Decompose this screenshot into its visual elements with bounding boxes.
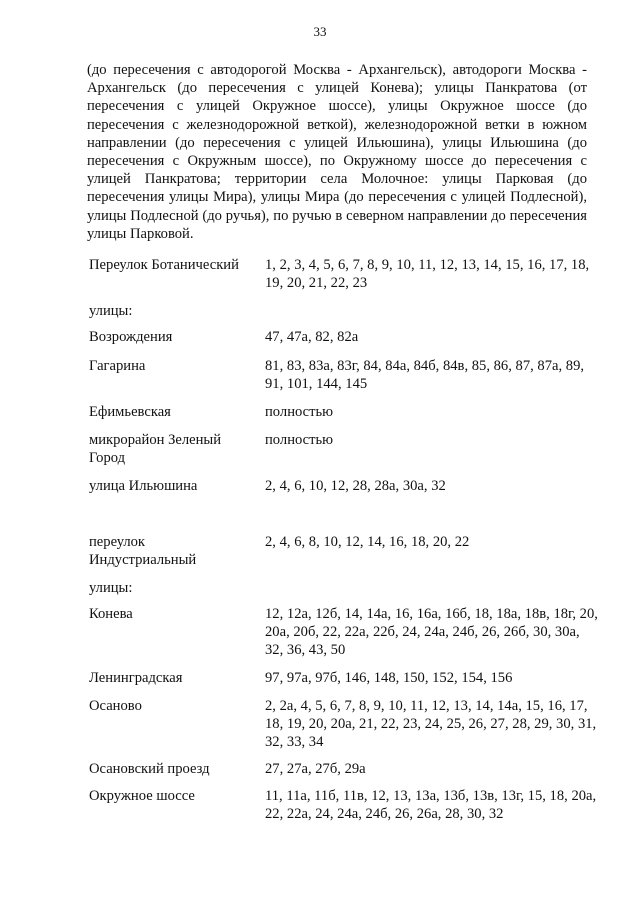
street-label: переулок Индустриальный — [89, 534, 197, 569]
street-label: Окружное шоссе — [89, 788, 195, 804]
street-label: Возрождения — [89, 329, 173, 345]
house-numbers: 81, 83, 83а, 83г, 84, 84а, 84б, 84в, 85, 86, 87, 87а, 89, 91, 101, 144, 145 — [265, 358, 585, 393]
house-numbers: полностью — [265, 432, 334, 448]
house-numbers: 47, 47а, 82, 82а — [265, 329, 359, 345]
house-numbers: 11, 11а, 11б, 11в, 12, 13, 13а, 13б, 13в, 13г, 15, 18, 20а, 22, 22а, 24, 24а, 24б, 26, 26а, 28, 30, 32 — [265, 788, 597, 823]
page-number: 33 — [313, 24, 327, 39]
intro-paragraph: (до пересечения с автодорогой Москва - Архангельск), автодороги Москва - Архангельск (до пересечения с улицей Конева); улицы Панкратова (от пересечения с улицей Окружное шоссе), улицы Окружное шоссе (до пересечения с железнодорожной веткой), железнодорожной ветки в южном направлении (до пересечения с улицей Ильюшина), улицы Ильюшина (до пересечения с Окружным шоссе), по Окружному шоссе до пересечения с улицей Панкратова; территории села Молочное: улицы Парковая (до пересечения улицы Мира), улицы Мира (до пересечения с улицей Подлесной), улицы Подлесной (до ручья), по ручью в северном направлении до пересечения улицы Парковой. — [87, 62, 587, 242]
house-numbers: 97, 97а, 97б, 146, 148, 150, 152, 154, 156 — [265, 670, 513, 686]
street-label: Гагарина — [89, 358, 146, 374]
house-numbers: 2, 2а, 4, 5, 6, 7, 8, 9, 10, 11, 12, 13, 14, 14а, 15, 16, 17, 18, 19, 20, 20а, 21, 22, 23, 24, 25, 26, 27, 28, 29, 30, 31, 32, 33, 34 — [265, 698, 597, 751]
house-numbers: 12, 12а, 12б, 14, 14а, 16, 16а, 16б, 18, 18а, 18в, 18г, 20, 20а, 20б, 22, 22а, 22б, 24, 24а, 24б, 26, 26б, 30, 30а, 32, 36, 43, 50 — [265, 606, 598, 659]
street-label: Ленинградская — [89, 670, 183, 686]
street-label: Осановский проезд — [89, 761, 210, 777]
house-numbers: 2, 4, 6, 8, 10, 12, 14, 16, 18, 20, 22 — [265, 534, 470, 550]
street-label: микрорайон Зеленый Город — [89, 432, 222, 467]
house-numbers: 1, 2, 3, 4, 5, 6, 7, 8, 9, 10, 11, 12, 13, 14, 15, 16, 17, 18, 19, 20, 21, 22, 23 — [265, 257, 590, 292]
house-numbers: полностью — [265, 404, 334, 420]
house-numbers: 2, 4, 6, 10, 12, 28, 28а, 30а, 32 — [265, 478, 446, 494]
street-label: улица Ильюшина — [89, 478, 198, 494]
section-label: улицы: — [89, 580, 133, 596]
street-label: Ефимьевская — [89, 404, 171, 420]
street-label: Переулок Ботанический — [89, 257, 239, 273]
house-numbers: 27, 27а, 27б, 29а — [265, 761, 366, 777]
section-label: улицы: — [89, 303, 133, 319]
street-label: Конева — [89, 606, 133, 622]
street-label: Осаново — [89, 698, 142, 714]
